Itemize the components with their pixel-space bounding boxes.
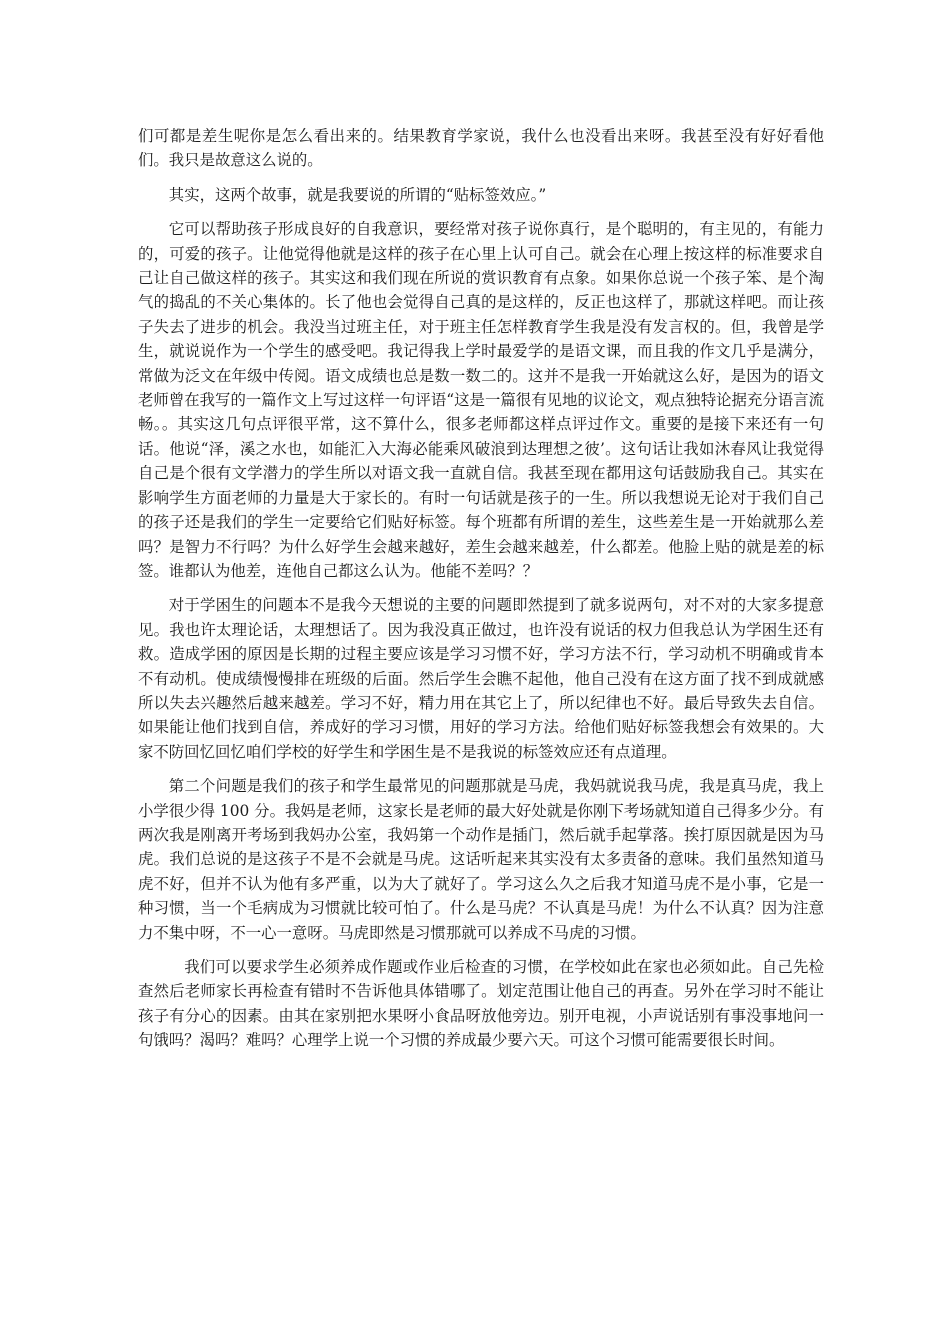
paragraph-checking-habit: 我们可以要求学生必须养成作题或作业后检查的习惯，在学校如此在家也必须如此。自己先检查然后老师家长再检查有错时不告诉他具体错哪了。划定范围让他自己的再查。另外在学习时不能让孩子有分心的因素。由其在家别把水果呀小食品呀放他旁边。别开电视，小声说话别有事没事地问一句饿吗？渴吗？难吗？心理学上说一个习惯的养成最少要六天。可这个习惯可能需要很长时间。 <box>138 958 824 1050</box>
paragraph-continuation: 们可都是差生呢你是怎么看出来的。结果教育学家说，我什么也没看出来呀。我甚至没有好好看他们。我只是故意这么说的。 <box>138 127 824 170</box>
paragraph-struggling-students: 对于学困生的问题本不是我今天想说的主要的问题即然提到了就多说两句，对不对的大家多提意见。我也许太理论话，太理想话了。因为我没真正做过，也许没有说话的权力但我总认为学困生还有救。造成学困的原因是长期的过程主要应该是学习习惯不好，学习方法不行，学习动机不明确或肯本不有动机。使成绩慢慢排在班级的后面。然后学生会瞧不起他，他自己没有在这方面了找不到成就感所以失去兴趣然后越来越差。学习不好，精力用在其它上了，所以纪律也不好。最后导致失去自信。如果能让他们找到自信，养成好的学习习惯，用好的学习方法。给他们贴好标签我想会有效果的。大家不防回忆回忆咱们学校的好学生和学困生是不是我说的标签效应还有点道理。 <box>138 596 824 761</box>
document-page <box>138 124 824 1063</box>
paragraph-self-awareness: 它可以帮助孩子形成良好的自我意识，要经常对孩子说你真行，是个聪明的，有主见的，有能力的，可爱的孩子。让他觉得他就是这样的孩子在心里上认可自己。就会在心理上按这样的标准要求自己让自己做这样的孩子。其实这和我们现在所说的赏识教育有点象。如果你总说一个孩子笨、是个淘气的捣乱的不关心集体的。长了他也会觉得自己真的是这样的，反正也这样了，那就这样吧。而让孩子失去了进步的机会。我没当过班主任，对于班主任怎样教育学生我是没有发言权的。但，我曾是学生，就说说作为一个学生的感受吧。我记得我上学时最爱学的是语文课，而且我的作文几乎是满分，常做为泛文在年级中传阅。语文成绩也总是数一数二的。这并不是我一开始就这么好，是因为的语文老师曾在我写的一篇作文上写过这样一句评语“这是一篇很有见地的议论文，观点独特论据充分语言流畅。。其实这几句点评很平常，这不算什么，很多老师都这样点评过作文。重要的是接下来还有一句话。他说“泽，溪之水也，如能汇入大海必能乘风破浪到达理想之彼’。这句话让我如沐春风让我觉得自己是个很有文学潜力的学生所以对语文我一直就自信。我甚至现在都用这句话鼓励我自己。其实在影响学生方面老师的力量是大于家长的。有时一句话就是孩子的一生。所以我想说无论对于我们自己的孩子还是我们的学生一定要给它们贴好标签。每个班都有所谓的差生，这些差生是一开始就那么差吗？是智力不行吗？为什么好学生会越来越好，差生会越来越差，什么都差。他脸上贴的就是差的标签。谁都认为他差，连他自己都这么认为。他能不差吗？？ <box>138 220 824 580</box>
paragraph-carelessness: 第二个问题是我们的孩子和学生最常见的问题那就是马虎，我妈就说我马虎，我是真马虎，我上小学很少得 100 分。我妈是老师，这家长是老师的最大好处就是你刚下考场就知道自己得多少分。有两次我是刚离开考场到我妈办公室，我妈第一个动作是插门，然后就手起掌落。挨打原因就是因为马虎。我们总说的是这孩子不是不会就是马虎。这话听起来其实没有太多责备的意味。我们虽然知道马虎不好，但并不认为他有多严重，以为大了就好了。学习这么久之后我才知道马虎不是小事，它是一种习惯，当一个毛病成为习惯就比较可怕了。什么是马虎？不认真是马虎！为什么不认真？因为注意力不集中呀，不一心一意呀。马虎即然是习惯那就可以养成不马虎的习惯。 <box>138 777 824 942</box>
paragraph-label-effect: 其实，这两个故事，就是我要说的所谓的“贴标签效应。” <box>168 185 547 204</box>
